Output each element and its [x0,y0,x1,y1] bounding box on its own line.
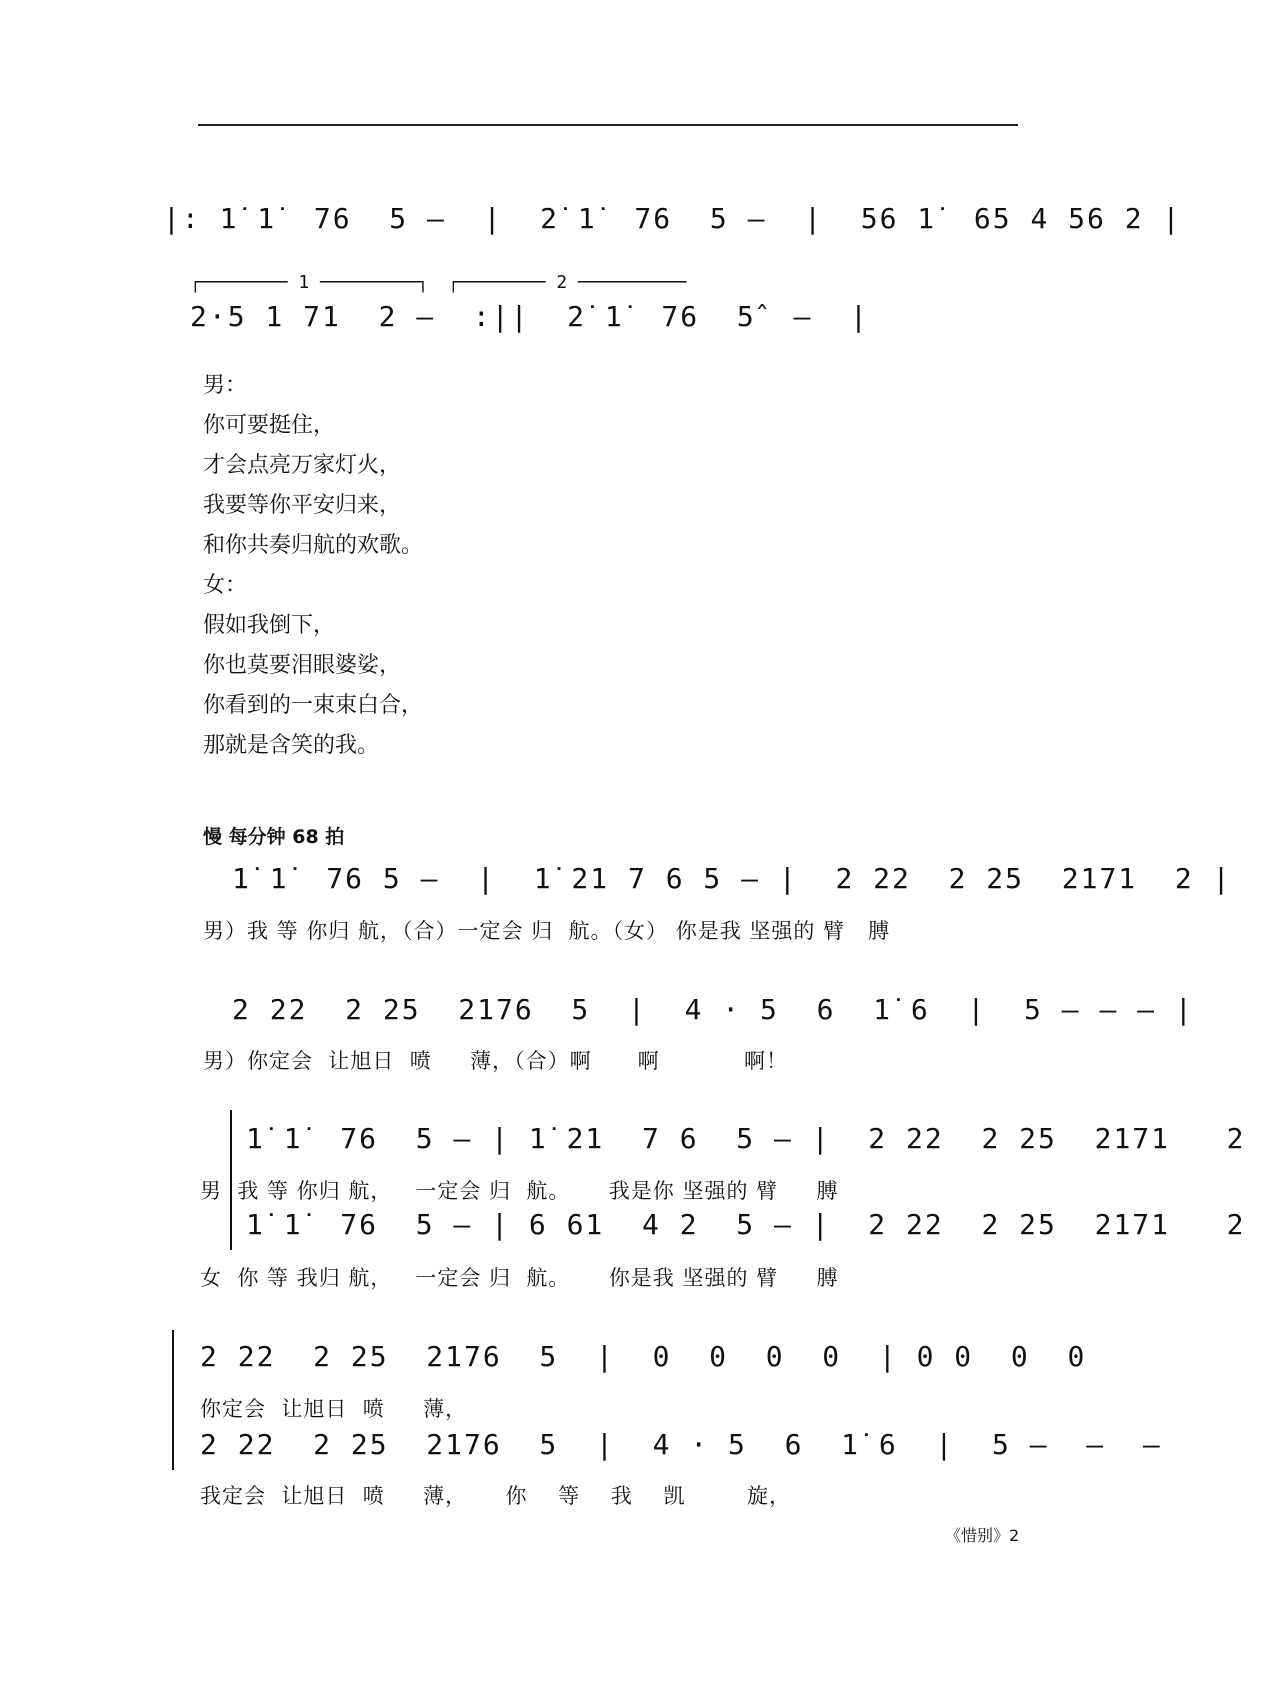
lyric-line-7: 假如我倒下， [203,613,336,638]
volta-1: ┌──────── 1 ─────────┐ [190,272,429,293]
page-footer: 《惜别》2 [945,1526,1020,1545]
score-system-4-lyrics: 男）你定会 让旭日 喷 薄，（合）啊 啊 啊！ [203,1049,789,1073]
volta-2: ┌──────── 2 ────────── [448,272,687,293]
score-system-2: 2·5 1 71 2 – :|| 2̇ 1̇ 76 5̂ – | [190,300,869,333]
lyric-line-2: 你可要挺住， [203,413,336,438]
score-system-6-male-lyrics: 你定会 让旭日 喷 薄， [200,1397,468,1421]
tempo-marking: 慢 每分钟 68 拍 [203,826,345,848]
lyric-line-5: 和你共奏归航的欢歌。 [203,533,424,558]
score-system-5-male: 1̇ 1̇ 76 5 – | 1̇ 21 7 6 5 – | 2 22 2 25 2171 2 [246,1122,1246,1155]
score-system-5-male-lyrics: 男 我 等 你归 航， 一定会 归 航。 我是你 坚强的 臂 膊 [200,1179,839,1203]
top-rule [198,124,1018,126]
lyric-line-8: 你也莫要泪眼婆娑， [203,653,402,678]
lyric-line-3: 才会点亮万家灯火， [203,453,402,478]
score-system-6-male: 2 22 2 25 2176 5 | 0 0 0 0 | 0 0 0 0 [200,1340,1087,1373]
score-system-4: 2 22 2 25 2176 5 | 4 · 5 6 1̇ 6 | 5 – – – | [232,993,1194,1026]
lyric-line-1: 男： [203,373,248,398]
score-system-3: 1̇ 1̇ 76 5 – | 1̇ 21 7 6 5 – | 2 22 2 25 2171 2 | [232,862,1232,895]
score-system-5-female: 1̇ 1̇ 76 5 – | 6 61 4 2 5 – | 2 22 2 25 2171 2 [246,1208,1246,1241]
score-system-1: |: 1̇ 1̇ 76 5 – | 2̇ 1̇ 76 5 – | 56 1̇ 65 4 56 2 | [163,202,1182,235]
lyric-line-9: 你看到的一束束白合， [203,693,424,718]
lyric-line-6: 女： [203,573,248,598]
score-system-3-lyrics: 男）我 等 你归 航，（合）一定会 归 航。（女） 你是我 坚强的 臂 膊 [203,919,891,943]
system-6-brace [172,1330,174,1470]
score-system-5-female-lyrics: 女 你 等 我归 航， 一定会 归 航。 你是我 坚强的 臂 膊 [200,1266,839,1290]
score-system-6-female-lyrics: 我定会 让旭日 喷 薄， 你 等 我 凯 旋， [200,1484,791,1508]
lyric-line-10: 那就是含笑的我。 [203,733,380,758]
score-system-6-female: 2 22 2 25 2176 5 | 4 · 5 6 1̇ 6 | 5 – – – [200,1428,1162,1461]
lyric-line-4: 我要等你平安归来， [203,493,402,518]
